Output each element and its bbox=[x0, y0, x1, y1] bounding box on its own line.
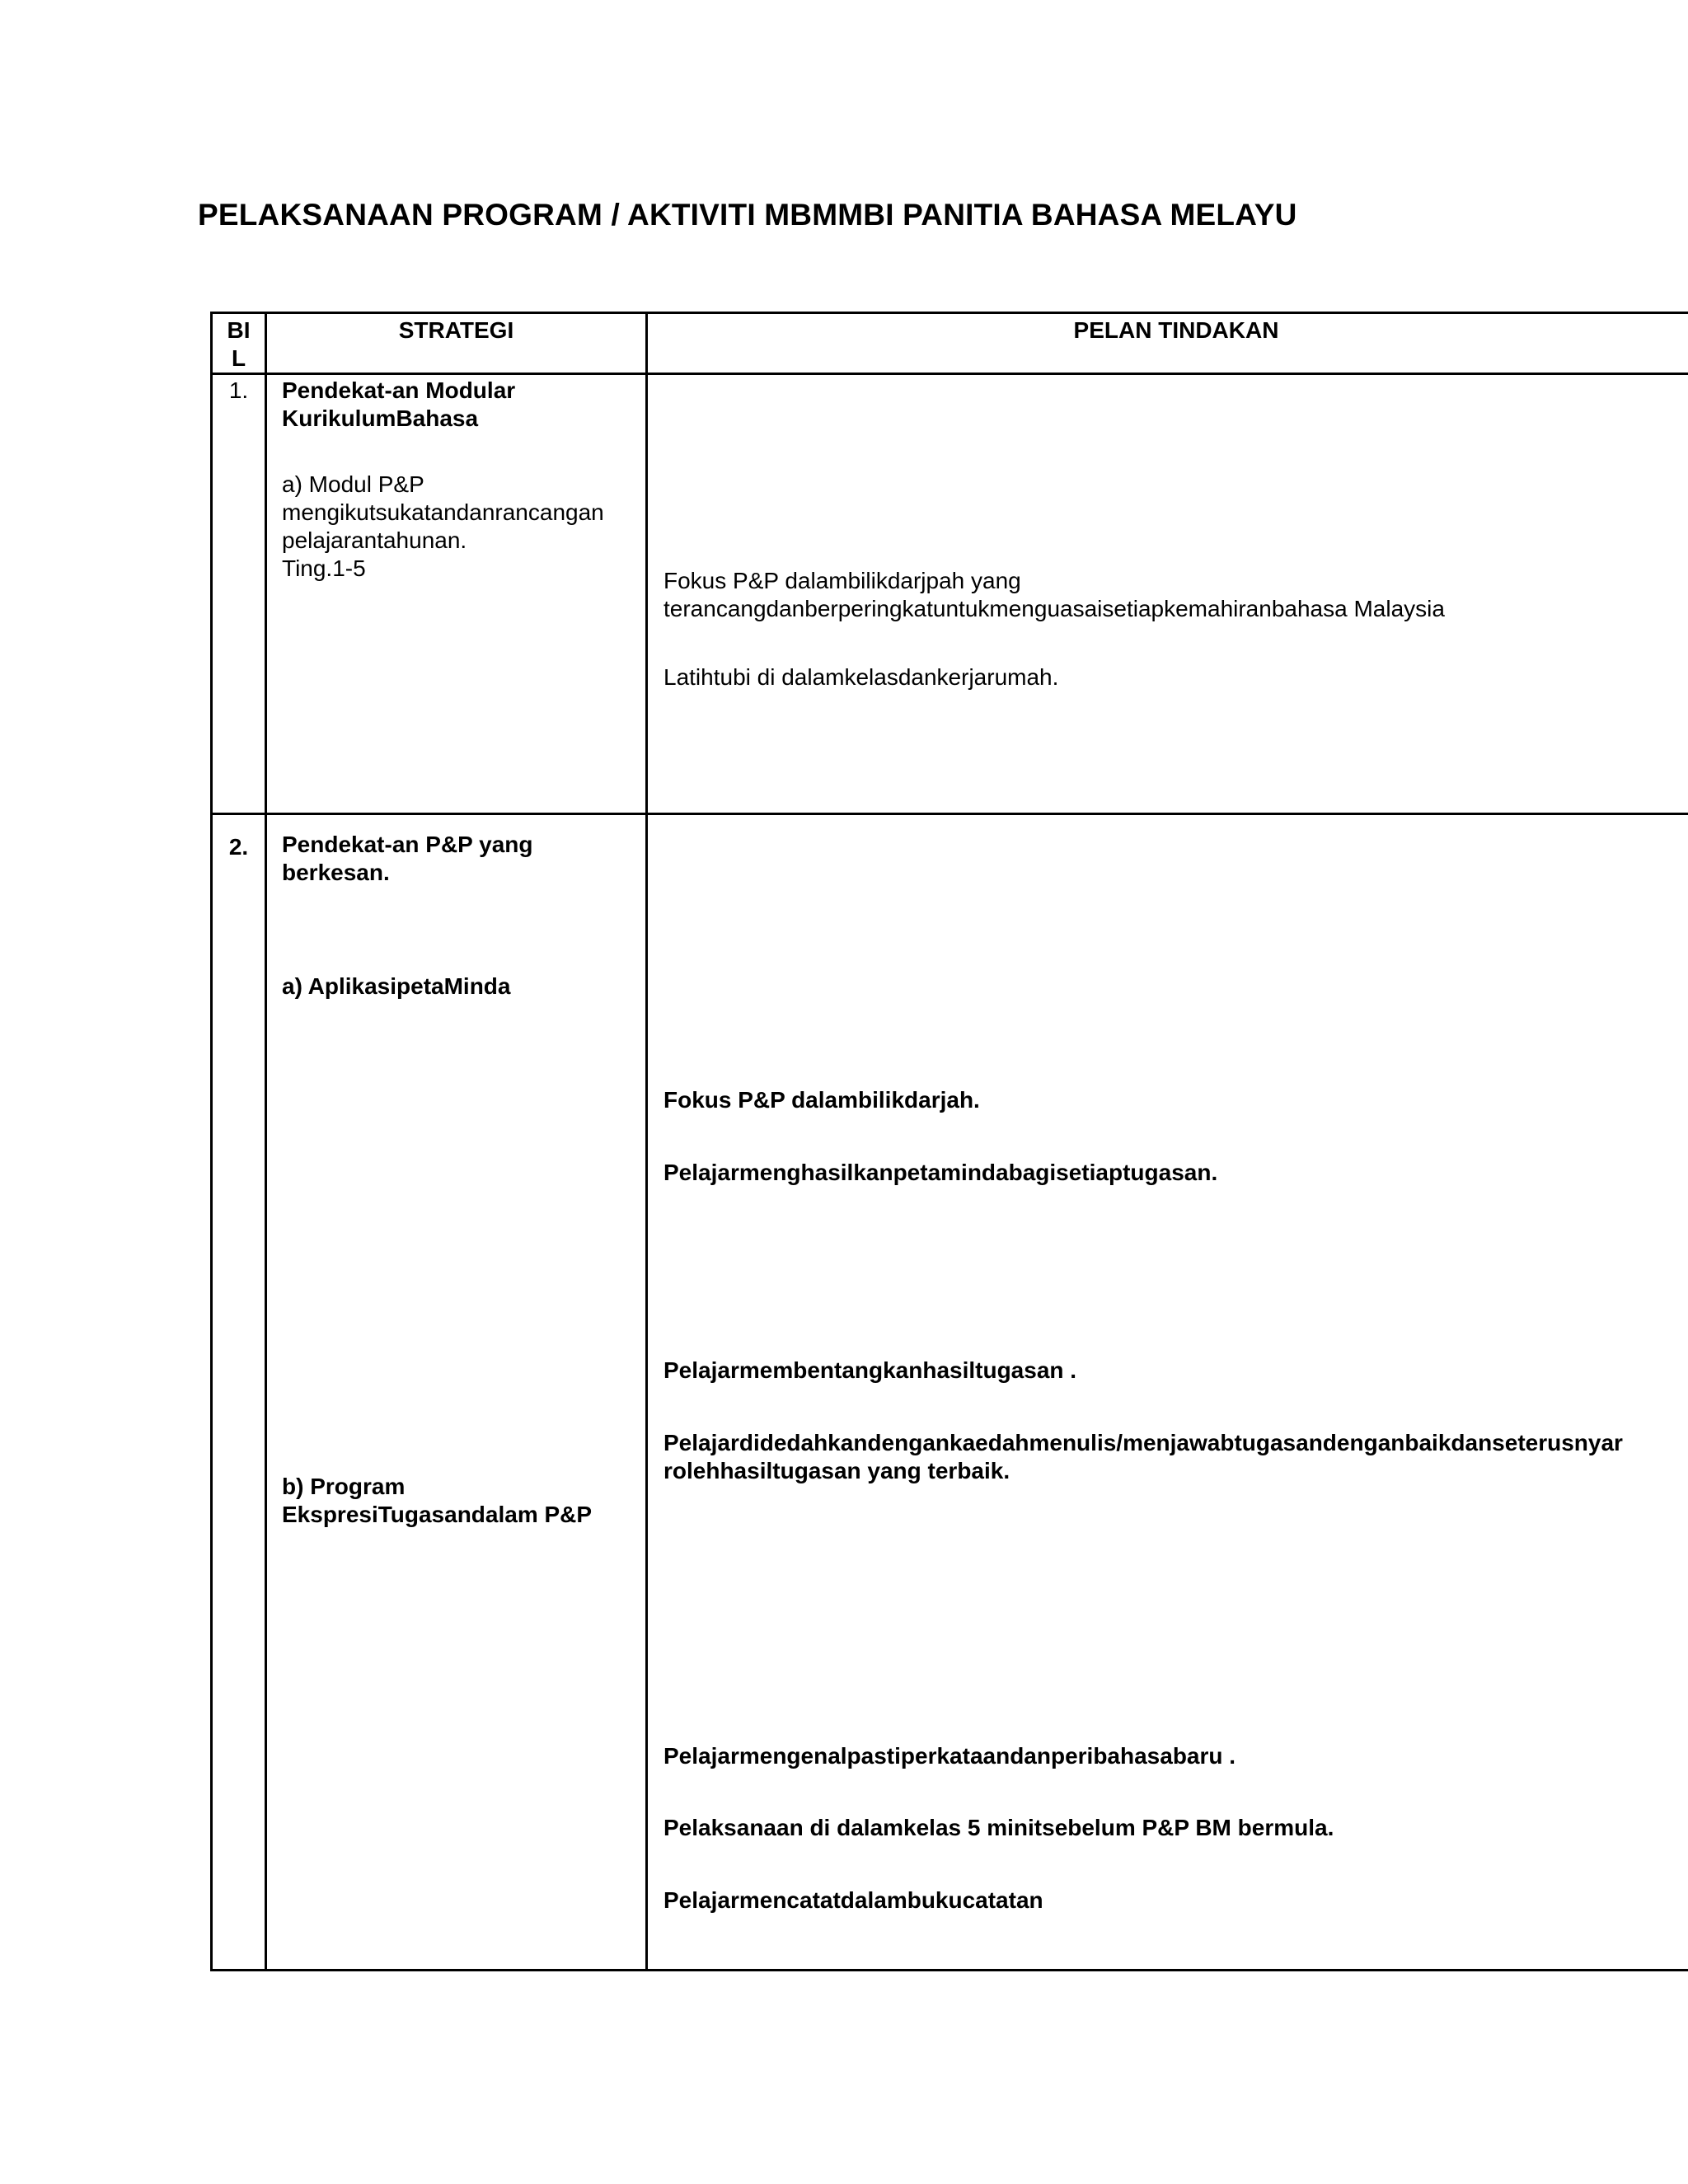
column-divider-strategi bbox=[645, 314, 648, 1969]
header-pelan-tindakan: PELAN TINDAKAN bbox=[1073, 317, 1279, 343]
row2-strategi-heading-line1: Pendekat-an P&P yang bbox=[282, 832, 533, 857]
row2-strategi-item-b-line1: b) Program bbox=[282, 1474, 406, 1499]
row2-pelan-1: Fokus P&P dalambilikdarjah. bbox=[663, 1087, 980, 1113]
header-strategi: STRATEGI bbox=[398, 317, 514, 343]
row2-strategi-heading-line2: berkesan. bbox=[282, 860, 390, 885]
row2-bil: 2. bbox=[228, 834, 249, 860]
row2-pelan-6: Pelaksanaan di dalamkelas 5 minitsebelum P&P BM bermula. bbox=[663, 1815, 1334, 1840]
row1-bil: 1. bbox=[228, 377, 249, 403]
row1-strategi-heading-line1: Pendekat-an Modular bbox=[282, 377, 516, 403]
row1-strategi-item-line1: a) Modul P&P bbox=[282, 471, 424, 497]
column-divider-bil bbox=[265, 314, 267, 1969]
row2-pelan-7: Pelajarmencatatdalambukucatatan bbox=[663, 1887, 1043, 1913]
row1-pelan-1 bbox=[663, 567, 1445, 623]
row2-pelan-4-line1: Pelajardidedahkandengankaedahmenulis/menjawabtugasandenganbaikdanseterusnyar bbox=[663, 1430, 1623, 1455]
header-bil-line1: BI bbox=[227, 317, 251, 343]
header-bil bbox=[213, 316, 265, 373]
row1-strategi-heading-line2: KurikulumBahasa bbox=[282, 405, 479, 431]
header-bil-line2: L bbox=[231, 345, 246, 371]
row-divider-1 bbox=[213, 813, 1688, 815]
row2-strategi-item-b bbox=[282, 1473, 592, 1529]
row2-pelan-2: Pelajarmenghasilkanpetamindabagisetiaptugasan. bbox=[663, 1160, 1218, 1185]
row2-strategi-heading bbox=[282, 831, 532, 887]
document-title: PELAKSANAAN PROGRAM / AKTIVITI MBMMBI PANITIA BAHASA MELAYU bbox=[198, 198, 1297, 232]
row2-pelan-4-line2: rolehhasiltugasan yang terbaik. bbox=[663, 1458, 1010, 1483]
row1-strategi-item-line3: pelajarantahunan. bbox=[282, 527, 467, 553]
row1-strategi-heading bbox=[282, 377, 515, 433]
header-row-divider bbox=[213, 373, 1688, 375]
row1-strategi-item-line4: Ting.1-5 bbox=[282, 555, 366, 581]
row2-strategi-item-b-line2: EkspresiTugasandalam P&P bbox=[282, 1502, 593, 1527]
row1-strategi-item-line2: mengikutsukatandanrancangan bbox=[282, 499, 604, 525]
row1-strategi-item bbox=[282, 471, 604, 583]
row2-pelan-3: Pelajarmembentangkanhasiltugasan . bbox=[663, 1357, 1077, 1383]
row1-pelan-1-line2: terancangdanberperingkatuntukmenguasaisetiapkemahiranbahasa Malaysia bbox=[663, 596, 1445, 621]
row2-strategi-item-a: a) AplikasipetaMinda bbox=[282, 973, 511, 999]
row2-pelan-5: Pelajarmengenalpastiperkataandanperibahasabaru . bbox=[663, 1743, 1236, 1769]
row2-pelan-4 bbox=[663, 1429, 1688, 1485]
program-table bbox=[210, 312, 1688, 1971]
row1-pelan-2: Latihtubi di dalamkelasdankerjarumah. bbox=[663, 664, 1059, 690]
row1-pelan-1-line1: Fokus P&P dalambilikdarjpah yang bbox=[663, 568, 1021, 593]
